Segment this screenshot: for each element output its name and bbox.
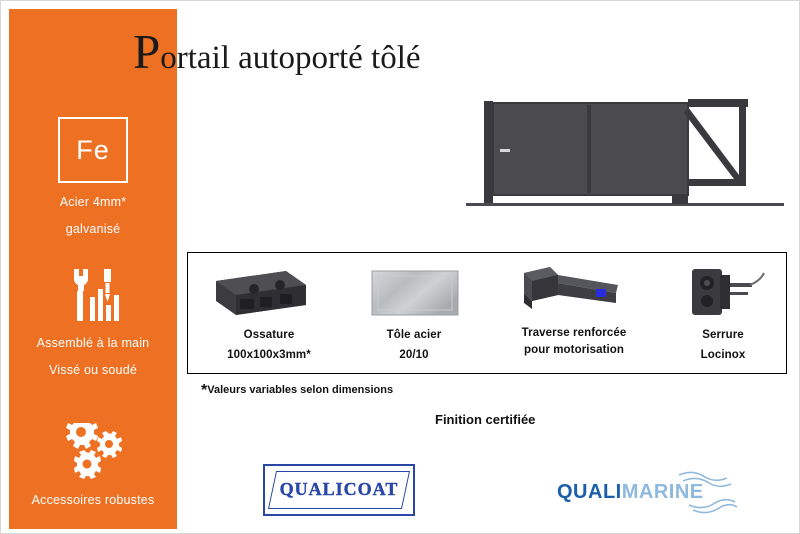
page-title-rest: ortail autoporté tôlé xyxy=(160,40,421,76)
sidebar-label-accessoires: Accessoires robustes xyxy=(31,493,155,507)
page-title-initial: P xyxy=(133,24,161,79)
feature-caption-secondary: Locinox xyxy=(700,349,746,361)
feature-caption-primary: Ossature xyxy=(243,329,295,341)
qualimarine-logo-text-part1: QUALI xyxy=(557,481,622,503)
feature-traverse-renforcee xyxy=(484,253,664,375)
feature-caption-secondary: pour motorisation xyxy=(523,344,625,356)
qualicoat-logo xyxy=(263,464,415,516)
feature-serrure xyxy=(664,253,782,375)
material-badge-label: Fe xyxy=(76,135,110,165)
feature-tole-acier xyxy=(344,253,484,375)
feature-caption-secondary: 20/10 xyxy=(399,349,429,361)
gears-icon xyxy=(9,423,177,484)
feature-caption-secondary: 100x100x3mm* xyxy=(227,349,311,361)
features-panel xyxy=(187,252,787,374)
steel-sheet-icon xyxy=(344,259,484,323)
sidebar-label-galvanise: galvanisé xyxy=(65,222,121,236)
left-sidebar xyxy=(9,9,177,529)
reinforced-crossbar-icon xyxy=(484,259,664,323)
footnote-asterisk: * xyxy=(201,382,208,399)
sidebar-label-assemble: Assemblé à la main xyxy=(36,336,150,350)
footnote-variable-values xyxy=(201,382,393,400)
qualimarine-logo-text xyxy=(557,481,704,504)
qualimarine-logo xyxy=(557,467,747,515)
cantilever-gate-illustration xyxy=(456,93,786,218)
aluminium-profile-icon xyxy=(194,259,344,323)
feature-caption-primary: Traverse renforcée xyxy=(521,327,627,339)
feature-caption-primary: Serrure xyxy=(702,329,744,341)
page-title xyxy=(133,24,421,79)
material-badge xyxy=(58,117,128,183)
lock-icon xyxy=(664,259,782,323)
sidebar-label-acier: Acier 4mm* xyxy=(59,195,127,209)
qualimarine-logo-text-part2: MARINE xyxy=(621,481,704,503)
feature-caption-primary: Tôle acier xyxy=(386,329,442,341)
wrench-screwdriver-icon xyxy=(9,267,177,328)
feature-ossature xyxy=(194,253,344,375)
sidebar-label-visse: Vissé ou soudé xyxy=(48,363,138,377)
finition-certifiee-label: Finition certifiée xyxy=(435,412,536,427)
footnote-text: Valeurs variables selon dimensions xyxy=(207,384,394,396)
qualicoat-logo-text: QUALICOAT xyxy=(279,479,399,499)
